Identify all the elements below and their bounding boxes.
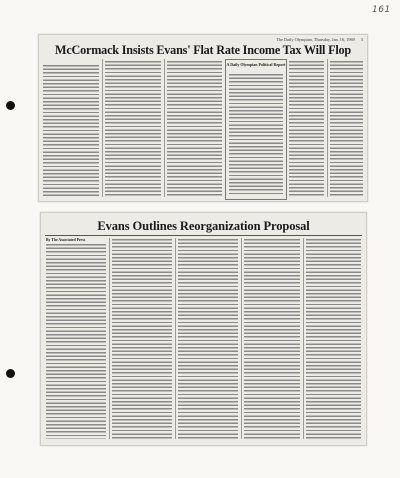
article-column-5 xyxy=(306,239,361,439)
newspaper-clipping-bottom xyxy=(40,212,367,446)
headline-rule xyxy=(45,235,362,236)
political-report-box xyxy=(225,59,287,200)
page-indicator: 3 xyxy=(360,37,363,42)
binder-hole-bottom xyxy=(6,369,15,378)
article-column-2 xyxy=(112,239,172,439)
box-text xyxy=(229,74,283,196)
article-column-6 xyxy=(330,61,363,197)
binder-hole-top xyxy=(6,101,15,110)
column-separator xyxy=(327,59,328,197)
article-column-1 xyxy=(46,244,106,439)
article-column-3 xyxy=(167,61,222,197)
article-column-3 xyxy=(178,239,238,439)
column-separator xyxy=(303,238,304,439)
article-column-5 xyxy=(289,61,324,197)
masthead xyxy=(39,37,363,42)
article-column-2 xyxy=(105,61,161,197)
column-separator xyxy=(102,59,103,197)
column-separator xyxy=(175,238,176,439)
box-title: A Daily Olympian Political Report xyxy=(226,62,286,67)
article-column-1 xyxy=(43,65,99,197)
newspaper-clipping-top xyxy=(38,34,368,202)
paper-name: The Daily Olympian, Thursday, Jan. 16, 1969 xyxy=(276,37,355,42)
column-separator xyxy=(164,59,165,197)
byline: By The Associated Press xyxy=(46,238,86,242)
article-column-4 xyxy=(244,239,300,439)
handwritten-page-number: 161 xyxy=(372,5,391,15)
column-separator xyxy=(109,238,110,439)
column-separator xyxy=(241,238,242,439)
headline: Evans Outlines Reorganization Proposal xyxy=(97,219,310,233)
headline: McCormack Insists Evans' Flat Rate Income Tax Will Flop xyxy=(55,43,351,57)
